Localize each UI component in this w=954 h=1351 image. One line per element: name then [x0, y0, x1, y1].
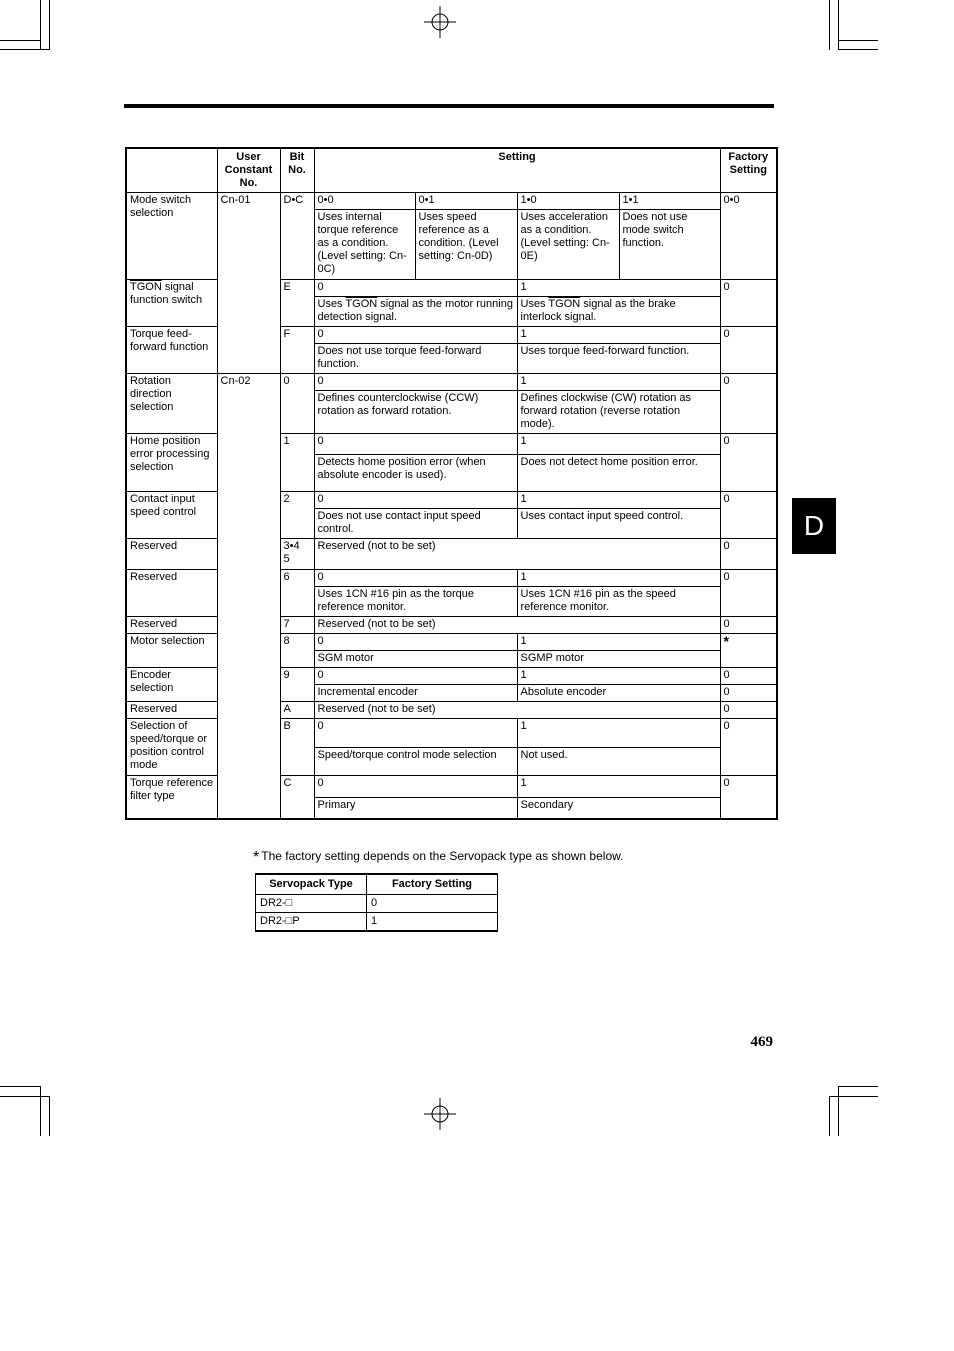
footnote — [253, 848, 623, 866]
setting-desc: Reserved (not to be set) — [314, 538, 720, 569]
row-name: Torque reference filter type — [126, 775, 217, 819]
setting-code: 0 — [314, 775, 517, 797]
setting-desc: Does not use contact input speed control. — [314, 508, 517, 538]
row-name: Home position error processing selection — [126, 433, 217, 491]
header-rule — [124, 104, 774, 108]
bit-no — [280, 538, 314, 569]
setting-code: 0 — [314, 633, 517, 650]
bit-no: F — [280, 326, 314, 373]
crop-mark — [829, 1096, 830, 1136]
bit-no: 9 — [280, 667, 314, 701]
setting-code: 1 — [517, 373, 720, 390]
row-name: Reserved — [126, 538, 217, 569]
row-name: Mode switch selection — [126, 192, 217, 279]
setting-code: 0 — [314, 326, 517, 343]
setting-desc: Absolute encoder — [517, 684, 720, 701]
header-bit-no: Bit No. — [280, 148, 314, 192]
table-row — [256, 895, 498, 913]
crop-mark — [838, 49, 878, 50]
page-number: 469 — [750, 1034, 773, 1050]
overline-text: TGON — [548, 297, 581, 310]
servopack-type: DR2-□P — [256, 913, 367, 932]
desc-part: Uses — [520, 297, 549, 310]
bit-no: A — [280, 701, 314, 718]
servopack-factory: 1 — [367, 913, 498, 932]
desc-part: Uses — [317, 297, 346, 310]
setting-desc: Secondary — [517, 797, 720, 819]
servopack-table — [255, 873, 498, 932]
user-constant: Cn-01 — [217, 192, 280, 373]
setting-code: 1 — [517, 667, 720, 684]
setting-code: 0 — [314, 373, 517, 390]
setting-code: 1•1 — [619, 192, 720, 209]
crop-mark — [829, 0, 830, 50]
setting-code: 0 — [314, 569, 517, 586]
factory-setting: 0 — [720, 775, 777, 819]
setting-code: 0 — [314, 718, 517, 747]
factory-setting: 0 — [720, 326, 777, 373]
factory-setting: 0 — [720, 701, 777, 718]
setting-desc: Incremental encoder — [314, 684, 517, 701]
crop-mark — [838, 1086, 878, 1087]
setting-desc: Does not use torque feed-forward function. — [314, 343, 517, 373]
crop-mark — [838, 0, 839, 50]
setting-desc: Not used. — [517, 747, 720, 775]
factory-setting: 0 — [720, 616, 777, 633]
setting-desc: Uses internal torque reference as a condition. (Level setting: Cn-0C) — [314, 209, 415, 279]
bit-no: B — [280, 718, 314, 775]
setting-desc: Reserved (not to be set) — [314, 701, 720, 718]
setting-code: 0 — [314, 667, 517, 684]
header-blank — [126, 148, 217, 192]
setting-desc: Uses contact input speed control. — [517, 508, 720, 538]
setting-code: 0 — [314, 279, 517, 296]
row-name: Reserved — [126, 569, 217, 616]
crop-mark — [838, 1086, 839, 1136]
factory-setting: 0 — [720, 433, 777, 491]
bit-line: 3•4 — [283, 539, 300, 552]
row-name — [126, 279, 217, 326]
factory-setting: * — [720, 633, 777, 667]
setting-desc: Does not detect home position error. — [517, 454, 720, 491]
setting-desc: Does not use mode switch function. — [619, 209, 720, 279]
setting-code: 1 — [517, 326, 720, 343]
row-name-suffix: signal function switch — [130, 280, 203, 306]
setting-code: 1•0 — [517, 192, 619, 209]
crop-mark — [40, 1086, 41, 1136]
setting-code: 1 — [517, 569, 720, 586]
setting-code: 1 — [517, 775, 720, 797]
bit-no: 7 — [280, 616, 314, 633]
crop-mark — [0, 49, 50, 50]
crop-mark — [838, 40, 878, 41]
setting-desc: Speed/torque control mode selection — [314, 747, 517, 775]
row-name: Contact input speed control — [126, 491, 217, 538]
row-name: Selection of speed/torque or position control mode — [126, 718, 217, 775]
setting-desc: Primary — [314, 797, 517, 819]
factory-setting: 0 — [720, 373, 777, 433]
registration-mark — [424, 6, 456, 38]
servopack-factory: 0 — [367, 895, 498, 913]
bit-no: 2 — [280, 491, 314, 538]
header-setting: Setting — [314, 148, 720, 192]
crop-mark — [49, 1096, 50, 1136]
crop-mark — [829, 1096, 878, 1097]
setting-code: 0 — [314, 491, 517, 508]
setting-desc: SGMP motor — [517, 650, 720, 667]
header-factory-setting: Factory Setting — [367, 874, 498, 895]
factory-setting: 0 — [720, 718, 777, 775]
setting-code: 0 — [314, 433, 517, 454]
setting-desc — [517, 296, 720, 326]
row-name: Rotation direction selection — [126, 373, 217, 433]
desc-part: signal as the motor running detection signal. — [317, 297, 513, 323]
registration-mark — [424, 1098, 456, 1130]
header-servopack-type: Servopack Type — [256, 874, 367, 895]
row-name: Motor selection — [126, 633, 217, 667]
row-name: Torque feed-forward function — [126, 326, 217, 373]
setting-desc: Uses torque feed-forward function. — [517, 343, 720, 373]
setting-desc: Defines clockwise (CW) rotation as forward rotation (reverse rotation mode). — [517, 390, 720, 433]
servopack-type: DR2-□ — [256, 895, 367, 913]
setting-code: 1 — [517, 491, 720, 508]
setting-desc: Uses 1CN #16 pin as the torque reference monitor. — [314, 586, 517, 616]
setting-desc — [314, 296, 517, 326]
setting-code: 0•1 — [415, 192, 517, 209]
setting-desc: Uses 1CN #16 pin as the speed reference monitor. — [517, 586, 720, 616]
factory-setting: 0 — [720, 538, 777, 569]
section-tab: D — [792, 498, 836, 554]
row-name: Encoder selection — [126, 667, 217, 701]
setting-desc: SGM motor — [314, 650, 517, 667]
header-factory-setting: Factory Setting — [720, 148, 777, 192]
setting-desc: Reserved (not to be set) — [314, 616, 720, 633]
setting-code: 1 — [517, 279, 720, 296]
overline-text: TGON — [130, 280, 162, 293]
desc-part: signal as the brake interlock signal. — [520, 297, 676, 323]
setting-desc: Detects home position error (when absolute encoder is used). — [314, 454, 517, 491]
bit-no: C — [280, 775, 314, 819]
bit-no: 8 — [280, 633, 314, 667]
setting-desc: Uses speed reference as a condition. (Level setting: Cn-0D) — [415, 209, 517, 279]
bit-no: D•C — [280, 192, 314, 279]
factory-setting: 0 — [720, 491, 777, 538]
setting-desc: Uses acceleration as a condition. (Level setting: Cn-0E) — [517, 209, 619, 279]
bit-no: 0 — [280, 373, 314, 433]
factory-setting: 0 — [720, 569, 777, 616]
user-constant-table — [125, 147, 778, 820]
crop-mark — [40, 0, 41, 50]
factory-setting: 0 — [720, 667, 777, 684]
overline-text: TGON — [345, 297, 378, 310]
factory-setting: 0 — [720, 684, 777, 701]
crop-mark — [0, 1086, 41, 1087]
crop-mark — [49, 0, 50, 50]
bit-line: 5 — [283, 552, 290, 565]
factory-setting: 0•0 — [720, 192, 777, 279]
setting-code: 0•0 — [314, 192, 415, 209]
factory-setting: 0 — [720, 279, 777, 326]
footnote-text: The factory setting depends on the Servopack type as shown below. — [261, 849, 624, 863]
bit-no: E — [280, 279, 314, 326]
setting-code: 1 — [517, 718, 720, 747]
user-constant: Cn-02 — [217, 373, 280, 819]
setting-desc: Defines counterclockwise (CCW) rotation as forward rotation. — [314, 390, 517, 433]
table-row — [256, 913, 498, 932]
row-name: Reserved — [126, 616, 217, 633]
crop-mark — [0, 40, 41, 41]
setting-code: 1 — [517, 433, 720, 454]
row-name: Reserved — [126, 701, 217, 718]
footnote-star: * — [253, 849, 260, 866]
bit-no: 6 — [280, 569, 314, 616]
crop-mark — [0, 1096, 50, 1097]
setting-code: 1 — [517, 633, 720, 650]
bit-no: 1 — [280, 433, 314, 491]
header-user-constant: User Constant No. — [217, 148, 280, 192]
